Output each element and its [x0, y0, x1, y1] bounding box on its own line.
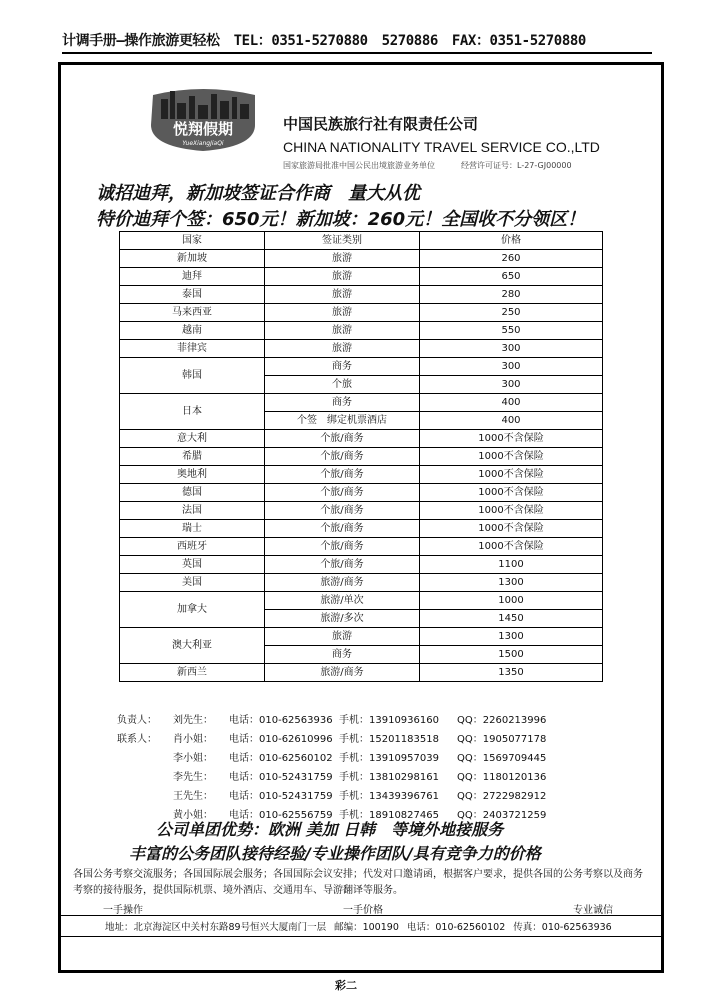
type-cell: 个旅/商务 [265, 466, 420, 484]
price-cell: 280 [420, 286, 603, 304]
table-row [120, 358, 603, 376]
table-header-row [120, 232, 603, 250]
contact-tel: 电话：010-62563936 [229, 715, 333, 726]
header-underline [62, 52, 652, 54]
logo-pinyin: YueXiangJiaQi [182, 140, 224, 147]
contact-name: 王先生： [173, 791, 213, 802]
table-row [120, 628, 603, 646]
advantage-line-2: 丰富的公务团队接待经验/专业操作团队/具有竞争力的价格 [129, 844, 541, 863]
services-paragraph: 各国公务考察交流服务；各国国际展会服务；各国国际会议安排；代发对口邀请函，根据客户要求，提供各国的公务考察以及商务考察的接待服务，提供国际机票、境外酒店、交通用车、导游翻译等服务。 [73, 869, 643, 896]
country-cell: 瑞士 [120, 520, 265, 538]
price-cell: 300 [420, 358, 603, 376]
contact-name: 李先生： [173, 772, 213, 783]
type-cell: 旅游 [265, 268, 420, 286]
contact-mobile: 手机：13910957039 [339, 753, 439, 764]
contact-role: 负责人： [117, 715, 157, 726]
table-row [120, 520, 603, 538]
type-cell: 商务 [265, 646, 420, 664]
table-row [120, 574, 603, 592]
table-row [120, 556, 603, 574]
promo-title-2: 特价迪拜个签：650元！新加坡：260元！全国收不分领区！ [96, 209, 586, 230]
company-name-cn: 中国民族旅行社有限责任公司 [283, 115, 479, 133]
type-cell: 旅游/商务 [265, 664, 420, 682]
price-cell: 1500 [420, 646, 603, 664]
contact-tel: 电话：010-52431759 [229, 772, 333, 783]
address-fax: 传真：010-62563936 [513, 922, 612, 933]
contact-name: 李小姐： [173, 753, 213, 764]
tag-first-hand-operation: 一手操作 [103, 905, 143, 916]
price-cell: 300 [420, 340, 603, 358]
type-cell: 旅游 [265, 286, 420, 304]
header-slogan: 计调手册—操作旅游更轻松 [62, 33, 220, 49]
table-row [120, 538, 603, 556]
price-cell: 300 [420, 376, 603, 394]
contact-mobile: 手机：13810298161 [339, 772, 439, 783]
address-line [61, 915, 661, 937]
price-cell: 250 [420, 304, 603, 322]
type-cell: 商务 [265, 358, 420, 376]
table-row [120, 250, 603, 268]
price-cell: 550 [420, 322, 603, 340]
table-row [120, 484, 603, 502]
page-number: 彩二 [335, 979, 357, 992]
country-cell: 澳大利亚 [120, 628, 265, 664]
contact-qq: QQ：2260213996 [457, 715, 547, 726]
country-cell: 西班牙 [120, 538, 265, 556]
header-price: 价格 [420, 232, 603, 250]
table-row [120, 304, 603, 322]
country-cell: 新西兰 [120, 664, 265, 682]
table-row [120, 592, 603, 610]
table-row [120, 430, 603, 448]
price-cell: 1000不含保险 [420, 466, 603, 484]
table-row [120, 664, 603, 682]
type-cell: 旅游/单次 [265, 592, 420, 610]
contact-mobile: 手机：13439396761 [339, 791, 439, 802]
contact-tel: 电话：010-52431759 [229, 791, 333, 802]
price-cell: 1000不含保险 [420, 430, 603, 448]
license-left: 国家旅游局批准中国公民出境旅游业务单位 [283, 161, 435, 170]
type-cell: 旅游/商务 [265, 574, 420, 592]
type-cell: 个旅/商务 [265, 484, 420, 502]
header-tel2: 5270886 [381, 33, 438, 49]
country-cell: 泰国 [120, 286, 265, 304]
type-cell: 旅游 [265, 250, 420, 268]
logo-name: 悦翔假期 [172, 120, 234, 138]
contact-qq: QQ：1180120136 [457, 772, 547, 783]
table-row [120, 268, 603, 286]
country-cell: 菲律宾 [120, 340, 265, 358]
price-cell: 650 [420, 268, 603, 286]
country-cell: 加拿大 [120, 592, 265, 628]
license-right: 经营许可证号：L-27-GJ00000 [461, 161, 572, 170]
contact-qq: QQ：2722982912 [457, 791, 547, 802]
type-cell: 商务 [265, 394, 420, 412]
address-zip: 邮编：100190 [334, 922, 399, 933]
table-row [120, 340, 603, 358]
company-name-en: CHINA NATIONALITY TRAVEL SERVICE CO.,LTD [283, 139, 600, 155]
contact-role: 联系人： [117, 734, 157, 745]
price-cell: 1000不含保险 [420, 538, 603, 556]
header-fax: FAX：0351-5270880 [451, 33, 586, 49]
country-cell: 德国 [120, 484, 265, 502]
contact-qq: QQ：1569709445 [457, 753, 547, 764]
price-cell: 1000不含保险 [420, 520, 603, 538]
price-cell: 1300 [420, 628, 603, 646]
contact-mobile: 手机：13910936160 [339, 715, 439, 726]
tag-first-hand-price: 一手价格 [343, 905, 383, 916]
country-cell: 新加坡 [120, 250, 265, 268]
header-type: 签证类别 [265, 232, 420, 250]
type-cell: 旅游 [265, 340, 420, 358]
contact-qq: QQ：2403721259 [457, 810, 547, 821]
country-cell: 希腊 [120, 448, 265, 466]
visa-price-table [119, 231, 603, 682]
contact-mobile: 手机：18910827465 [339, 810, 439, 821]
page-frame [58, 62, 664, 973]
table-row [120, 394, 603, 412]
country-cell: 韩国 [120, 358, 265, 394]
country-cell: 日本 [120, 394, 265, 430]
country-cell: 奥地利 [120, 466, 265, 484]
header-line [62, 30, 652, 54]
type-cell: 个旅 [265, 376, 420, 394]
type-cell: 个旅/商务 [265, 430, 420, 448]
type-cell: 个旅/商务 [265, 448, 420, 466]
type-cell: 个签 绑定机票酒店 [265, 412, 420, 430]
company-logo [143, 85, 263, 153]
contact-tel: 电话：010-62560102 [229, 753, 333, 764]
type-cell: 旅游 [265, 304, 420, 322]
tag-professional-integrity: 专业诚信 [573, 905, 613, 916]
type-cell: 旅游 [265, 628, 420, 646]
type-cell: 个旅/商务 [265, 502, 420, 520]
address-text: 地址：北京海淀区中关村东路89号恒兴大厦南门一层 [105, 922, 327, 933]
country-cell: 马来西亚 [120, 304, 265, 322]
type-cell: 个旅/商务 [265, 520, 420, 538]
contact-qq: QQ：1905077178 [457, 734, 547, 745]
price-cell: 1000不含保险 [420, 448, 603, 466]
price-cell: 1450 [420, 610, 603, 628]
contact-tel: 电话：010-62556759 [229, 810, 333, 821]
promo-title-1: 诚招迪拜，新加坡签证合作商 量大从优 [96, 183, 420, 204]
price-cell: 1300 [420, 574, 603, 592]
contact-mobile: 手机：15201183518 [339, 734, 439, 745]
price-cell: 260 [420, 250, 603, 268]
contact-name: 肖小姐： [173, 734, 213, 745]
advantage-line-1: 公司单团优势：欧洲 美加 日韩 等境外地接服务 [156, 820, 504, 839]
table-row [120, 286, 603, 304]
type-cell: 旅游/多次 [265, 610, 420, 628]
price-cell: 1350 [420, 664, 603, 682]
address-tel: 电话：010-62560102 [406, 922, 506, 933]
country-cell: 法国 [120, 502, 265, 520]
contact-name: 刘先生： [173, 715, 213, 726]
table-row [120, 466, 603, 484]
type-cell: 个旅/商务 [265, 556, 420, 574]
country-cell: 越南 [120, 322, 265, 340]
type-cell: 旅游 [265, 322, 420, 340]
table-row [120, 322, 603, 340]
header-tel: TEL：0351-5270880 [233, 33, 368, 49]
price-cell: 1000不含保险 [420, 502, 603, 520]
country-cell: 迪拜 [120, 268, 265, 286]
table-row [120, 502, 603, 520]
price-cell: 1000不含保险 [420, 484, 603, 502]
country-cell: 意大利 [120, 430, 265, 448]
price-cell: 1100 [420, 556, 603, 574]
contact-tel: 电话：010-62610996 [229, 734, 333, 745]
type-cell: 个旅/商务 [265, 538, 420, 556]
price-cell: 400 [420, 394, 603, 412]
price-cell: 400 [420, 412, 603, 430]
country-cell: 美国 [120, 574, 265, 592]
license-line [283, 160, 598, 171]
header-country: 国家 [120, 232, 265, 250]
table-row [120, 448, 603, 466]
price-cell: 1000 [420, 592, 603, 610]
country-cell: 英国 [120, 556, 265, 574]
contact-name: 黄小姐： [173, 810, 213, 821]
